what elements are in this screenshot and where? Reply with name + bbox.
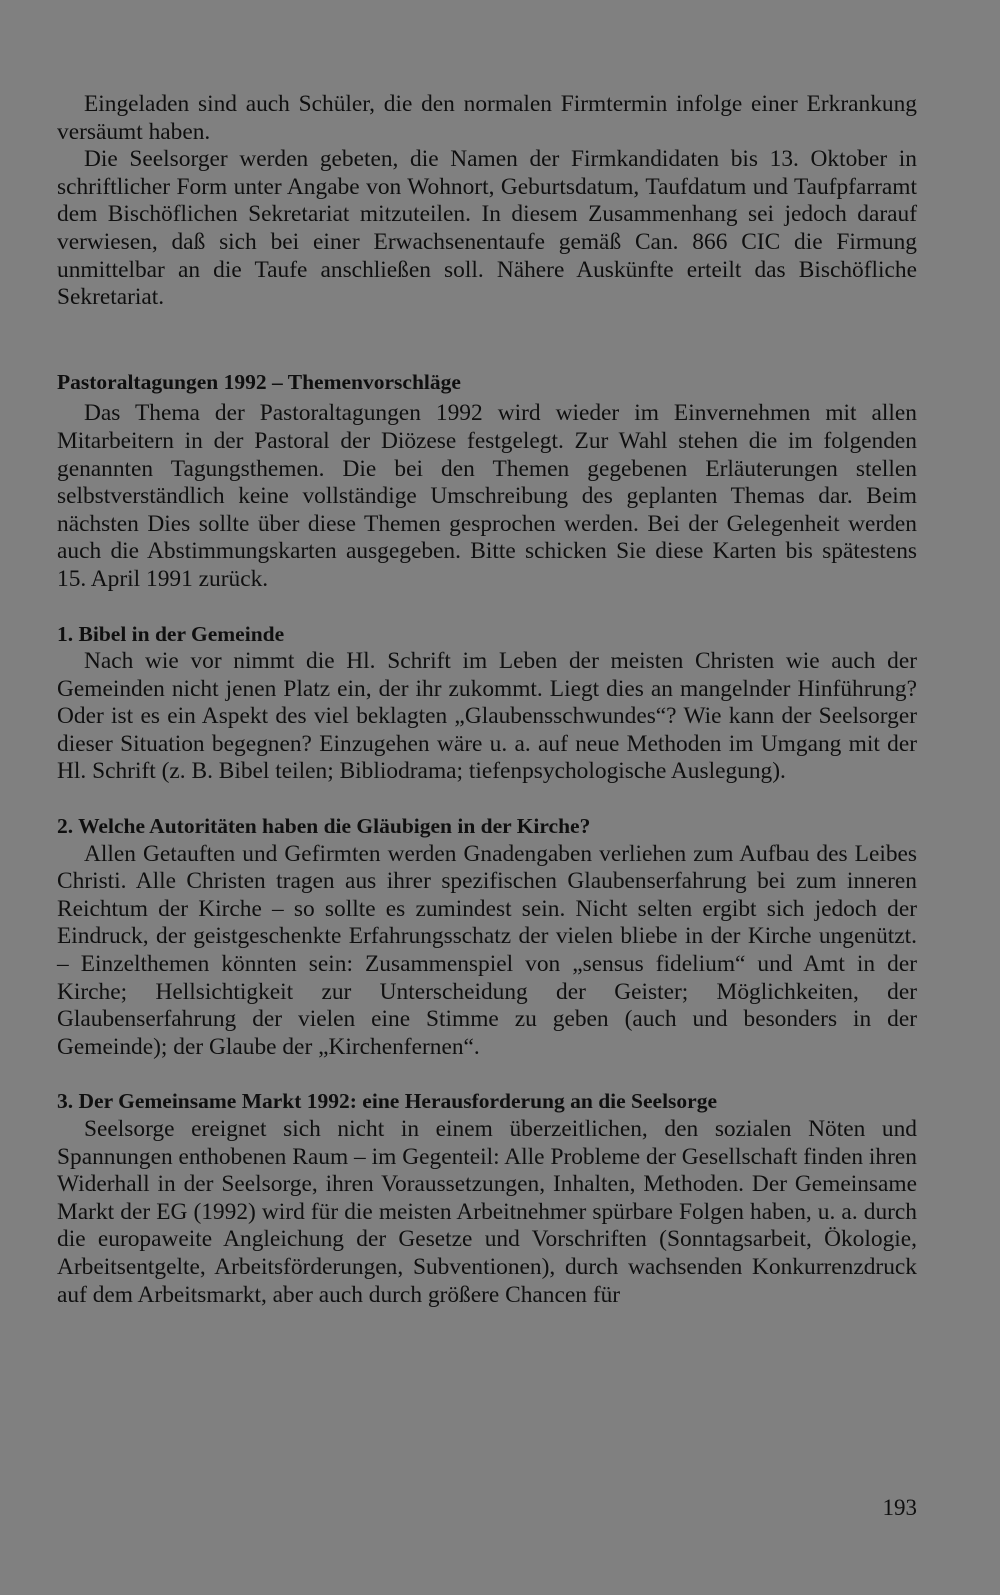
spacer bbox=[57, 594, 917, 621]
topic-1-text: Nach wie vor nimmt die Hl. Schrift im Leben der meisten Christen wie auch der Gemeinden nicht jenen Platz ein, der ihr zukommt. Liegt dies an mangelnder Hinführung? Oder ist es ein Aspekt des viel beklagten „Glaubensschwundes“? Wie kann der Seelsorger dieser Situation begegnen? Einzugehen wäre u. a. auf neue Methoden im Umgang mit der Hl. Schrift (z. B. Bibel teilen; Bibliodrama; tiefenpsychologische Auslegung). bbox=[57, 648, 917, 785]
section-intro-paragraph: Das Thema der Pastoraltagungen 1992 wird wieder im Einvernehmen mit allen Mitarbeitern in der Pastoral der Diözese festgelegt. Zur Wahl stehen die im folgenden genannten Tagungsthemen. Die bei den Themen gegebenen Erläuterungen stellen selbstverständlich keine vollständige Umschreibung des geplanten Themas dar. Beim nächsten Dies sollte über diese Themen gesprochen werden. Bei der Gelegenheit werden auch die Abstimmungskarten ausgegeben. Bitte schicken Sie diese Karten bis spätestens 15. April 1991 zurück. bbox=[57, 400, 917, 592]
topic-3-title: 3. Der Gemeinsame Markt 1992: eine Herausforderung an die Seelsorge bbox=[57, 1089, 718, 1114]
topic-2-title: 2. Welche Autoritäten haben die Gläubigen in der Kirche? bbox=[57, 814, 591, 839]
page-number: 193 bbox=[882, 1495, 917, 1520]
topic-3-text: Seelsorge ereignet sich nicht in einem überzeitlichen, den sozialen Nöten und Spannungen enthobenen Raum – im Gegenteil: Alle Probleme der Gesellschaft finden ihren Widerhall in der Seelsorge, ihren Voraussetzungen, Inhalten, Methoden. Der Gemeinsame Markt der EG (1992) wird für die meisten Arbeitnehmer spürbare Folgen haben, u. a. durch die europaweite Angleichung der Gesetze und Vorschriften (Sonntagsarbeit, Ökologie, Arbeitsentgelte, Arbeitsförderungen, Subventionen), durch wachsenden Konkurrenzdruck auf dem Arbeitsmarkt, aber auch durch größere Chancen für bbox=[57, 1116, 917, 1308]
spacer bbox=[57, 312, 917, 369]
topic-2-text: Allen Getauften und Gefirmten werden Gnadengaben verliehen zum Aufbau des Leibes Christi. Alle Christen tragen aus ihrer spezifischen Glaubenserfahrung bei zum inneren Reichtum der Kirche – so sollte es zumindest sein. Nicht selten ergibt sich jedoch der Eindruck, der geistgeschenkte Erfahrungsschatz der vielen bliebe in der Kirche ungenützt. – Einzelthemen könnten sein: Zusammenspiel von „sensus fidelium“ und Amt in der Kirche; Hellsichtigkeit zur Unterscheidung der Geister; Möglichkeiten, der Glaubenserfahrung der vielen eine Stimme zu geben (auch und besonders in der Gemeinde); der Glaube der „Kirchenfernen“. bbox=[57, 840, 917, 1060]
intro-paragraph-2: Die Seelsorger werden gebeten, die Namen der Firmkandidaten bis 13. Oktober in schriftlicher Form unter Angabe von Wohnort, Geburtsdatum, Taufdatum und Taufpfarramt dem Bischöflichen Sekretariat mitzuteilen. In diesem Zusammenhang sei jedoch darauf verwiesen, daß sich bei einer Erwachsenentaufe gemäß Can. 866 CIC die Firmung unmittelbar an die Taufe anschließen soll. Nähere Auskünfte erteilt das Bischöfliche Sekretariat. bbox=[57, 146, 917, 311]
intro-paragraph-1: Eingeladen sind auch Schüler, die den normalen Firmtermin infolge einer Erkrankung versäumt haben. bbox=[57, 91, 917, 145]
section-heading: Pastoraltagungen 1992 – Themenvorschläge bbox=[57, 369, 461, 394]
topic-1-title: 1. Bibel in der Gemeinde bbox=[57, 621, 285, 646]
spacer bbox=[57, 1061, 917, 1088]
page-body bbox=[57, 91, 917, 1309]
spacer bbox=[57, 786, 917, 813]
